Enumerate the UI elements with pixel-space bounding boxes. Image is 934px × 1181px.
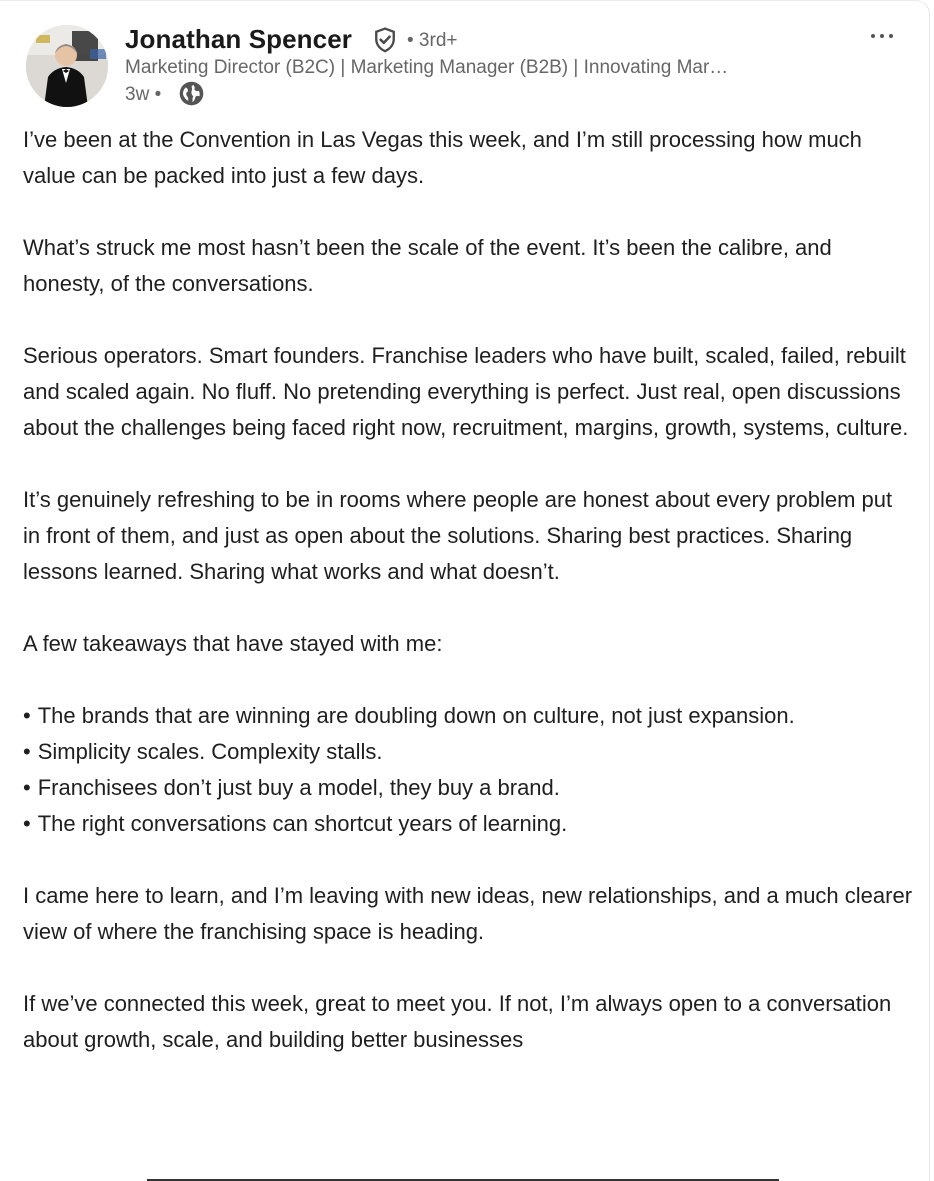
list-item-text: Simplicity scales. Complexity stalls.	[37, 739, 383, 764]
list-item	[23, 806, 913, 842]
list-item-text: The brands that are winning are doubling down on culture, not just expansion.	[37, 703, 795, 728]
avatar[interactable]	[26, 25, 108, 107]
bullet: •	[23, 739, 31, 764]
more-options-icon[interactable]	[860, 21, 904, 51]
bullet: •	[23, 703, 31, 728]
more-options-dot	[880, 34, 884, 38]
verified-shield-icon	[371, 26, 399, 54]
list-item	[23, 734, 913, 770]
bullet: •	[23, 775, 31, 800]
takeaways-list	[23, 698, 913, 842]
avatar-photo	[26, 25, 108, 107]
list-item-text: The right conversations can shortcut years of learning.	[37, 811, 568, 836]
post-paragraph: A few takeaways that have stayed with me:	[23, 631, 443, 656]
author-headline[interactable]: Marketing Director (B2C) | Marketing Manager (B2B) | Innovating Mar…	[125, 57, 729, 78]
more-options-dot	[889, 34, 893, 38]
post-paragraph: I came here to learn, and I’m leaving with new ideas, new relationships, and a much clearer view of where the franchising space is heading.	[23, 883, 913, 944]
connection-degree: • 3rd+	[407, 30, 458, 51]
list-item	[23, 770, 913, 806]
post-timestamp: 3w •	[125, 84, 162, 105]
post-paragraph: Serious operators. Smart founders. Franchise leaders who have built, scaled, failed, rebuilt and scaled again. No fluff. No pretending everything is perfect. Just real, open discussions about the challenges being faced right now, recruitment, margins, growth, systems, culture.	[23, 343, 909, 440]
list-item-text: Franchisees don’t just buy a model, they buy a brand.	[37, 775, 560, 800]
post-paragraph: What’s struck me most hasn’t been the scale of the event. It’s been the calibre, and honesty, of the conversations.	[23, 235, 832, 296]
globe-icon	[178, 80, 205, 107]
more-options-dot	[871, 34, 875, 38]
bullet: •	[23, 811, 31, 836]
post-paragraph: I’ve been at the Convention in Las Vegas this week, and I’m still processing how much value can be packed into just a few days.	[23, 127, 862, 188]
post-paragraph: If we’ve connected this week, great to meet you. If not, I’m always open to a conversation about growth, scale, and building better businesses	[23, 991, 892, 1052]
list-item	[23, 698, 913, 734]
author-name[interactable]: Jonathan Spencer	[125, 24, 352, 54]
post-body	[23, 122, 913, 1094]
post-paragraph: It’s genuinely refreshing to be in rooms where people are honest about every problem put in front of them, and just as open about the solutions. Sharing best practices. Sharing lessons learned. Sharing what works and what doesn’t.	[23, 487, 893, 584]
